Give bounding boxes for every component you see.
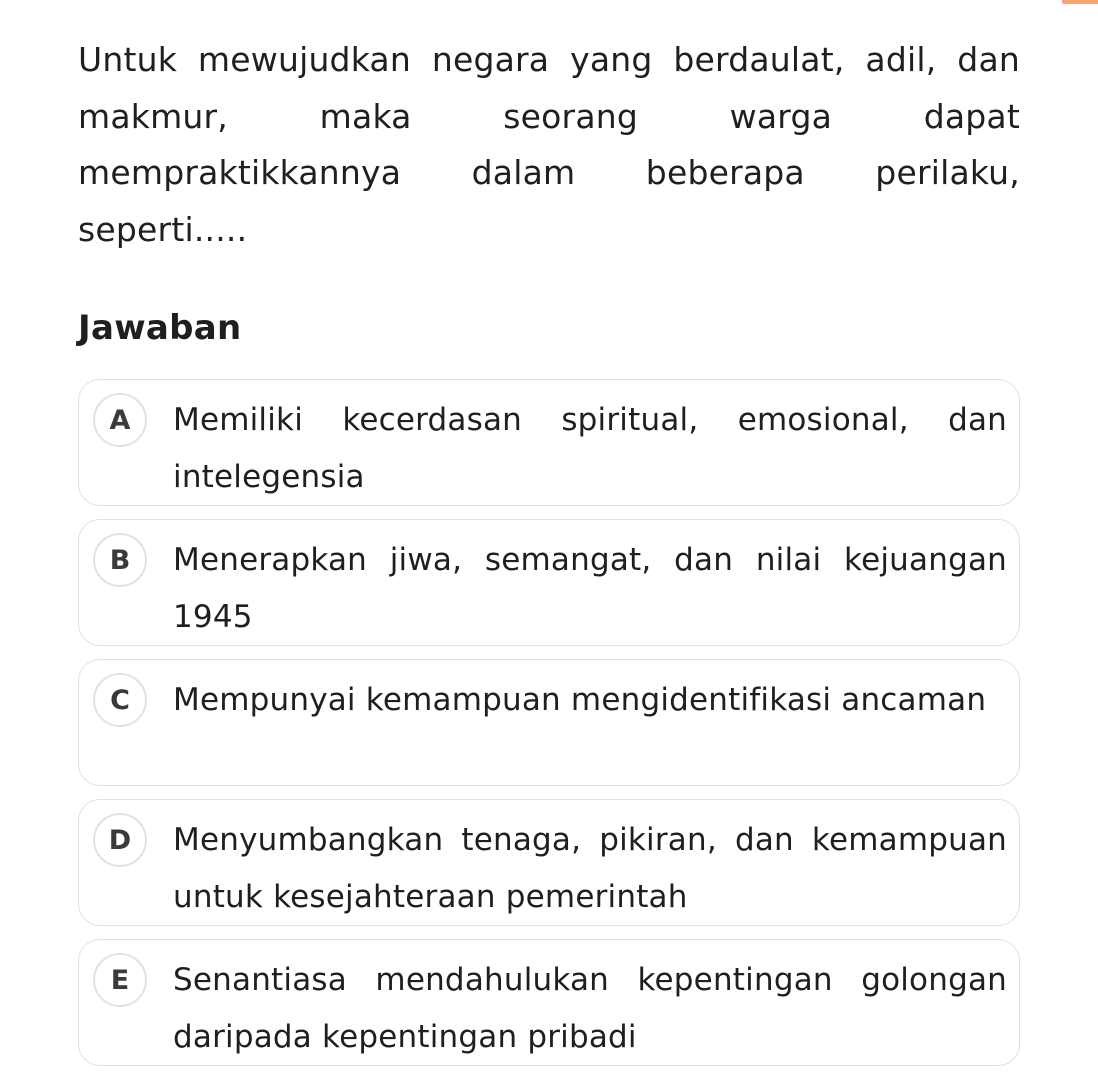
option-letter-badge: E	[93, 953, 147, 1007]
option-d[interactable]	[78, 799, 1020, 926]
option-text: Mempunyai kemampuan mengidentifikasi ancaman	[173, 682, 987, 718]
option-text: Senantiasa mendahulukan kepentingan golongan daripada kepentingan pribadi	[173, 962, 1007, 1055]
option-letter-badge: B	[93, 533, 147, 587]
question-text: Untuk mewujudkan negara yang berdaulat, adil, dan makmur, maka seorang warga dapat mempraktikkannya dalam beberapa perilaku, seperti.....	[78, 40, 1020, 249]
option-letter-badge: A	[93, 393, 147, 447]
option-c[interactable]	[78, 659, 1020, 786]
answer-heading: Jawaban	[78, 308, 242, 348]
option-text: Memiliki kecerdasan spiritual, emosional, dan intelegensia	[173, 402, 1007, 495]
option-letter-badge: D	[93, 813, 147, 867]
option-letter-badge: C	[93, 673, 147, 727]
answer-options	[78, 379, 1020, 1079]
option-b[interactable]	[78, 519, 1020, 646]
option-e[interactable]	[78, 939, 1020, 1066]
option-text: Menerapkan jiwa, semangat, dan nilai kejuangan 1945	[173, 542, 1007, 635]
option-text: Menyumbangkan tenaga, pikiran, dan kemampuan untuk kesejahteraan pemerintah	[173, 822, 1007, 915]
option-a[interactable]	[78, 379, 1020, 506]
accent-strip	[1062, 0, 1098, 4]
